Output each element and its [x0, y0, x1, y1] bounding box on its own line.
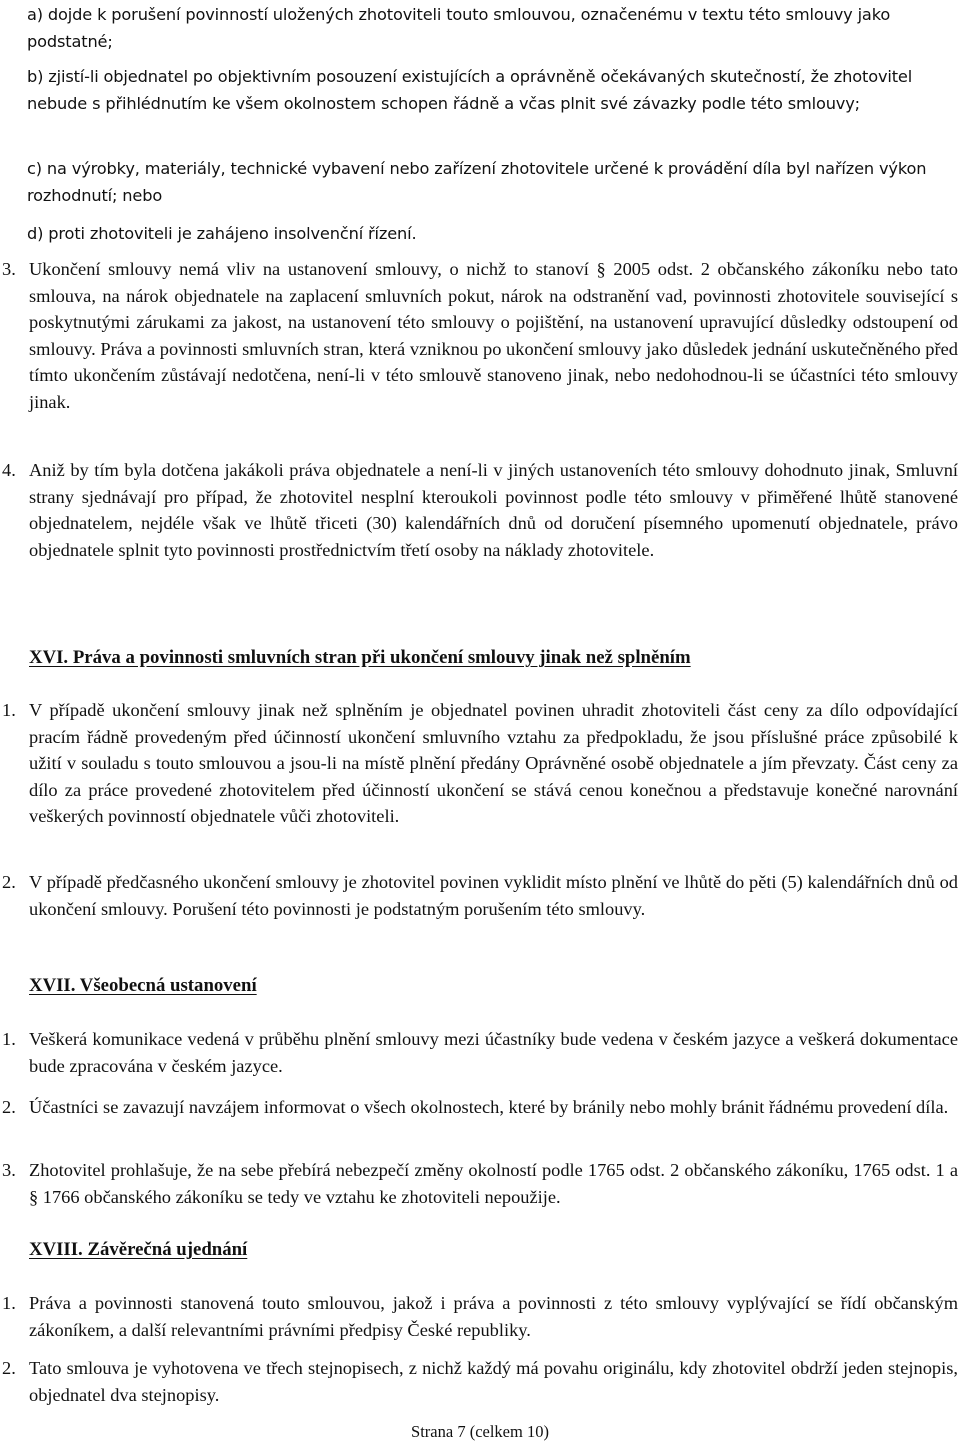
clause-item-c: c) na výrobky, materiály, technické vybavení nebo zařízení zhotovitele určené k provádění díla byl nařízen výkon rozhodnutí; nebo [27, 159, 927, 205]
clause-number: 1. [2, 1029, 16, 1049]
section-xvii-clause-3 [2, 1157, 958, 1210]
clause-number: 2. [2, 1358, 16, 1378]
clause-item-a: a) dojde k porušení povinností uložených zhotoviteli touto smlouvou, označenému v textu této smlouvy jako podstatné; [27, 5, 891, 51]
clause-number: 2. [2, 872, 16, 892]
clause-text: Aniž by tím byla dotčena jakákoli práva objednatele a není-li v jiných ustanoveních této smlouvy dohodnuto jinak, Smluvní strany sjednávají pro případ, že zhotovitel nesplní kteroukoli povinnost podle této smlouvy v přiměřené lhůtě stanovené objednatelem, nejdéle však ve lhůtě třiceti (30) kalendářních dnů od doručení písemného upomenutí objednatele, právo objednatele splnit tyto povinnosti prostřednictvím třetí osoby na náklady zhotovitele. [29, 460, 958, 560]
section-xviii-clause-1 [2, 1290, 958, 1343]
section-xviii-clause-2 [2, 1355, 958, 1408]
clause-text: Účastníci se zavazují navzájem informovat o všech okolnostech, které by bránily nebo mohly bránit řádnému provedení díla. [29, 1097, 949, 1117]
clause-text: Tato smlouva je vyhotovena ve třech stejnopisech, z nichž každý má povahu originálu, kdy zhotovitel obdrží jeden stejnopis, objednatel dva stejnopisy. [29, 1358, 958, 1405]
clause-text: Veškerá komunikace vedená v průběhu plnění smlouvy mezi účastníky bude vedena v českém jazyce a veškerá dokumentace bude zpracována v českém jazyce. [29, 1029, 958, 1076]
clause-number: 1. [2, 700, 16, 720]
section-heading-xvi: XVI. Práva a povinnosti smluvních stran při ukončení smlouvy jinak než splněním [29, 647, 691, 668]
clause-number: 3. [2, 259, 16, 279]
clause-text: V případě předčasného ukončení smlouvy je zhotovitel povinen vyklidit místo plnění ve lhůtě do pěti (5) kalendářních dnů od ukončení smlouvy. Porušení této povinnosti je podstatným porušením této smlouvy. [29, 872, 958, 919]
clause-text: Ukončení smlouvy nemá vliv na ustanovení smlouvy, o nichž to stanoví § 2005 odst. 2 občanského zákoníku nebo tato smlouva, na nárok objednatele na zaplacení smluvních pokut, nárok na odstranění vad, povinnosti zhotovitele související s poskytnutými zárukami za jakost, na ustanovení této smlouvy o pojištění, na ustanovení upravující důsledky odstoupení od smlouvy. Práva a povinnosti smluvních stran, která vzniknou po ukončení smlouvy jako důsledek jednání uskutečněného před tímto ukončením zůstávají nedotčena, není-li v této smlouvě stanoveno jinak, nebo nedohodnou-li se účastníci této smlouvy jinak. [29, 259, 958, 412]
clause-number: 4. [2, 460, 16, 480]
section-xvi-clause-2 [2, 869, 958, 922]
clause-number: 2. [2, 1097, 16, 1117]
section-xvii-clause-1 [2, 1026, 958, 1079]
clause-4 [2, 457, 958, 563]
clause-number: 1. [2, 1293, 16, 1313]
clause-text: Práva a povinnosti stanovená touto smlouvou, jakož i práva a povinnosti z této smlouvy vyplývající se řídí občanským zákoníkem, a další relevantními právními předpisy České republiky. [29, 1293, 958, 1340]
section-heading-xvii: XVII. Všeobecná ustanovení [29, 975, 257, 996]
clause-text: Zhotovitel prohlašuje, že na sebe přebírá nebezpečí změny okolností podle 1765 odst. 2 občanského zákoníku, 1765 odst. 1 a § 1766 občanského zákoníku se tedy ve vztahu ke zhotoviteli nepoužije. [29, 1160, 958, 1207]
section-xvi-clause-1 [2, 697, 958, 830]
page-footer: Strana 7 (celkem 10) [411, 1422, 549, 1441]
clause-text: V případě ukončení smlouvy jinak než splněním je objednatel povinen uhradit zhotoviteli část ceny za dílo odpovídající pracím řádně provedeným před účinností ukončení smluvního vztahu za předpokladu, že jsou příslušné práce způsobilé k užití v souladu s touto smlouvou a jsou-li na místě plnění předány Oprávněné osobě objednatele a jím převzaty. Část ceny za dílo za práce provedené zhotovitelem před účinností ukončení se stává cenou konečnou a představuje konečné narovnání veškerých povinností objednatele vůči zhotoviteli. [29, 700, 958, 826]
clause-item-d: d) proti zhotoviteli je zahájeno insolvenční řízení. [27, 224, 417, 243]
clause-3 [2, 256, 958, 415]
section-xvii-clause-2 [2, 1094, 958, 1121]
section-heading-xviii: XVIII. Závěrečná ujednání [29, 1239, 248, 1260]
clause-item-b: b) zjistí-li objednatel po objektivním posouzení existujících a oprávněně očekávaných skutečností, že zhotovitel nebude s přihlédnutím ke všem okolnostem schopen řádně a včas plnit své závazky podle této smlouvy; [27, 67, 913, 113]
clause-number: 3. [2, 1160, 16, 1180]
